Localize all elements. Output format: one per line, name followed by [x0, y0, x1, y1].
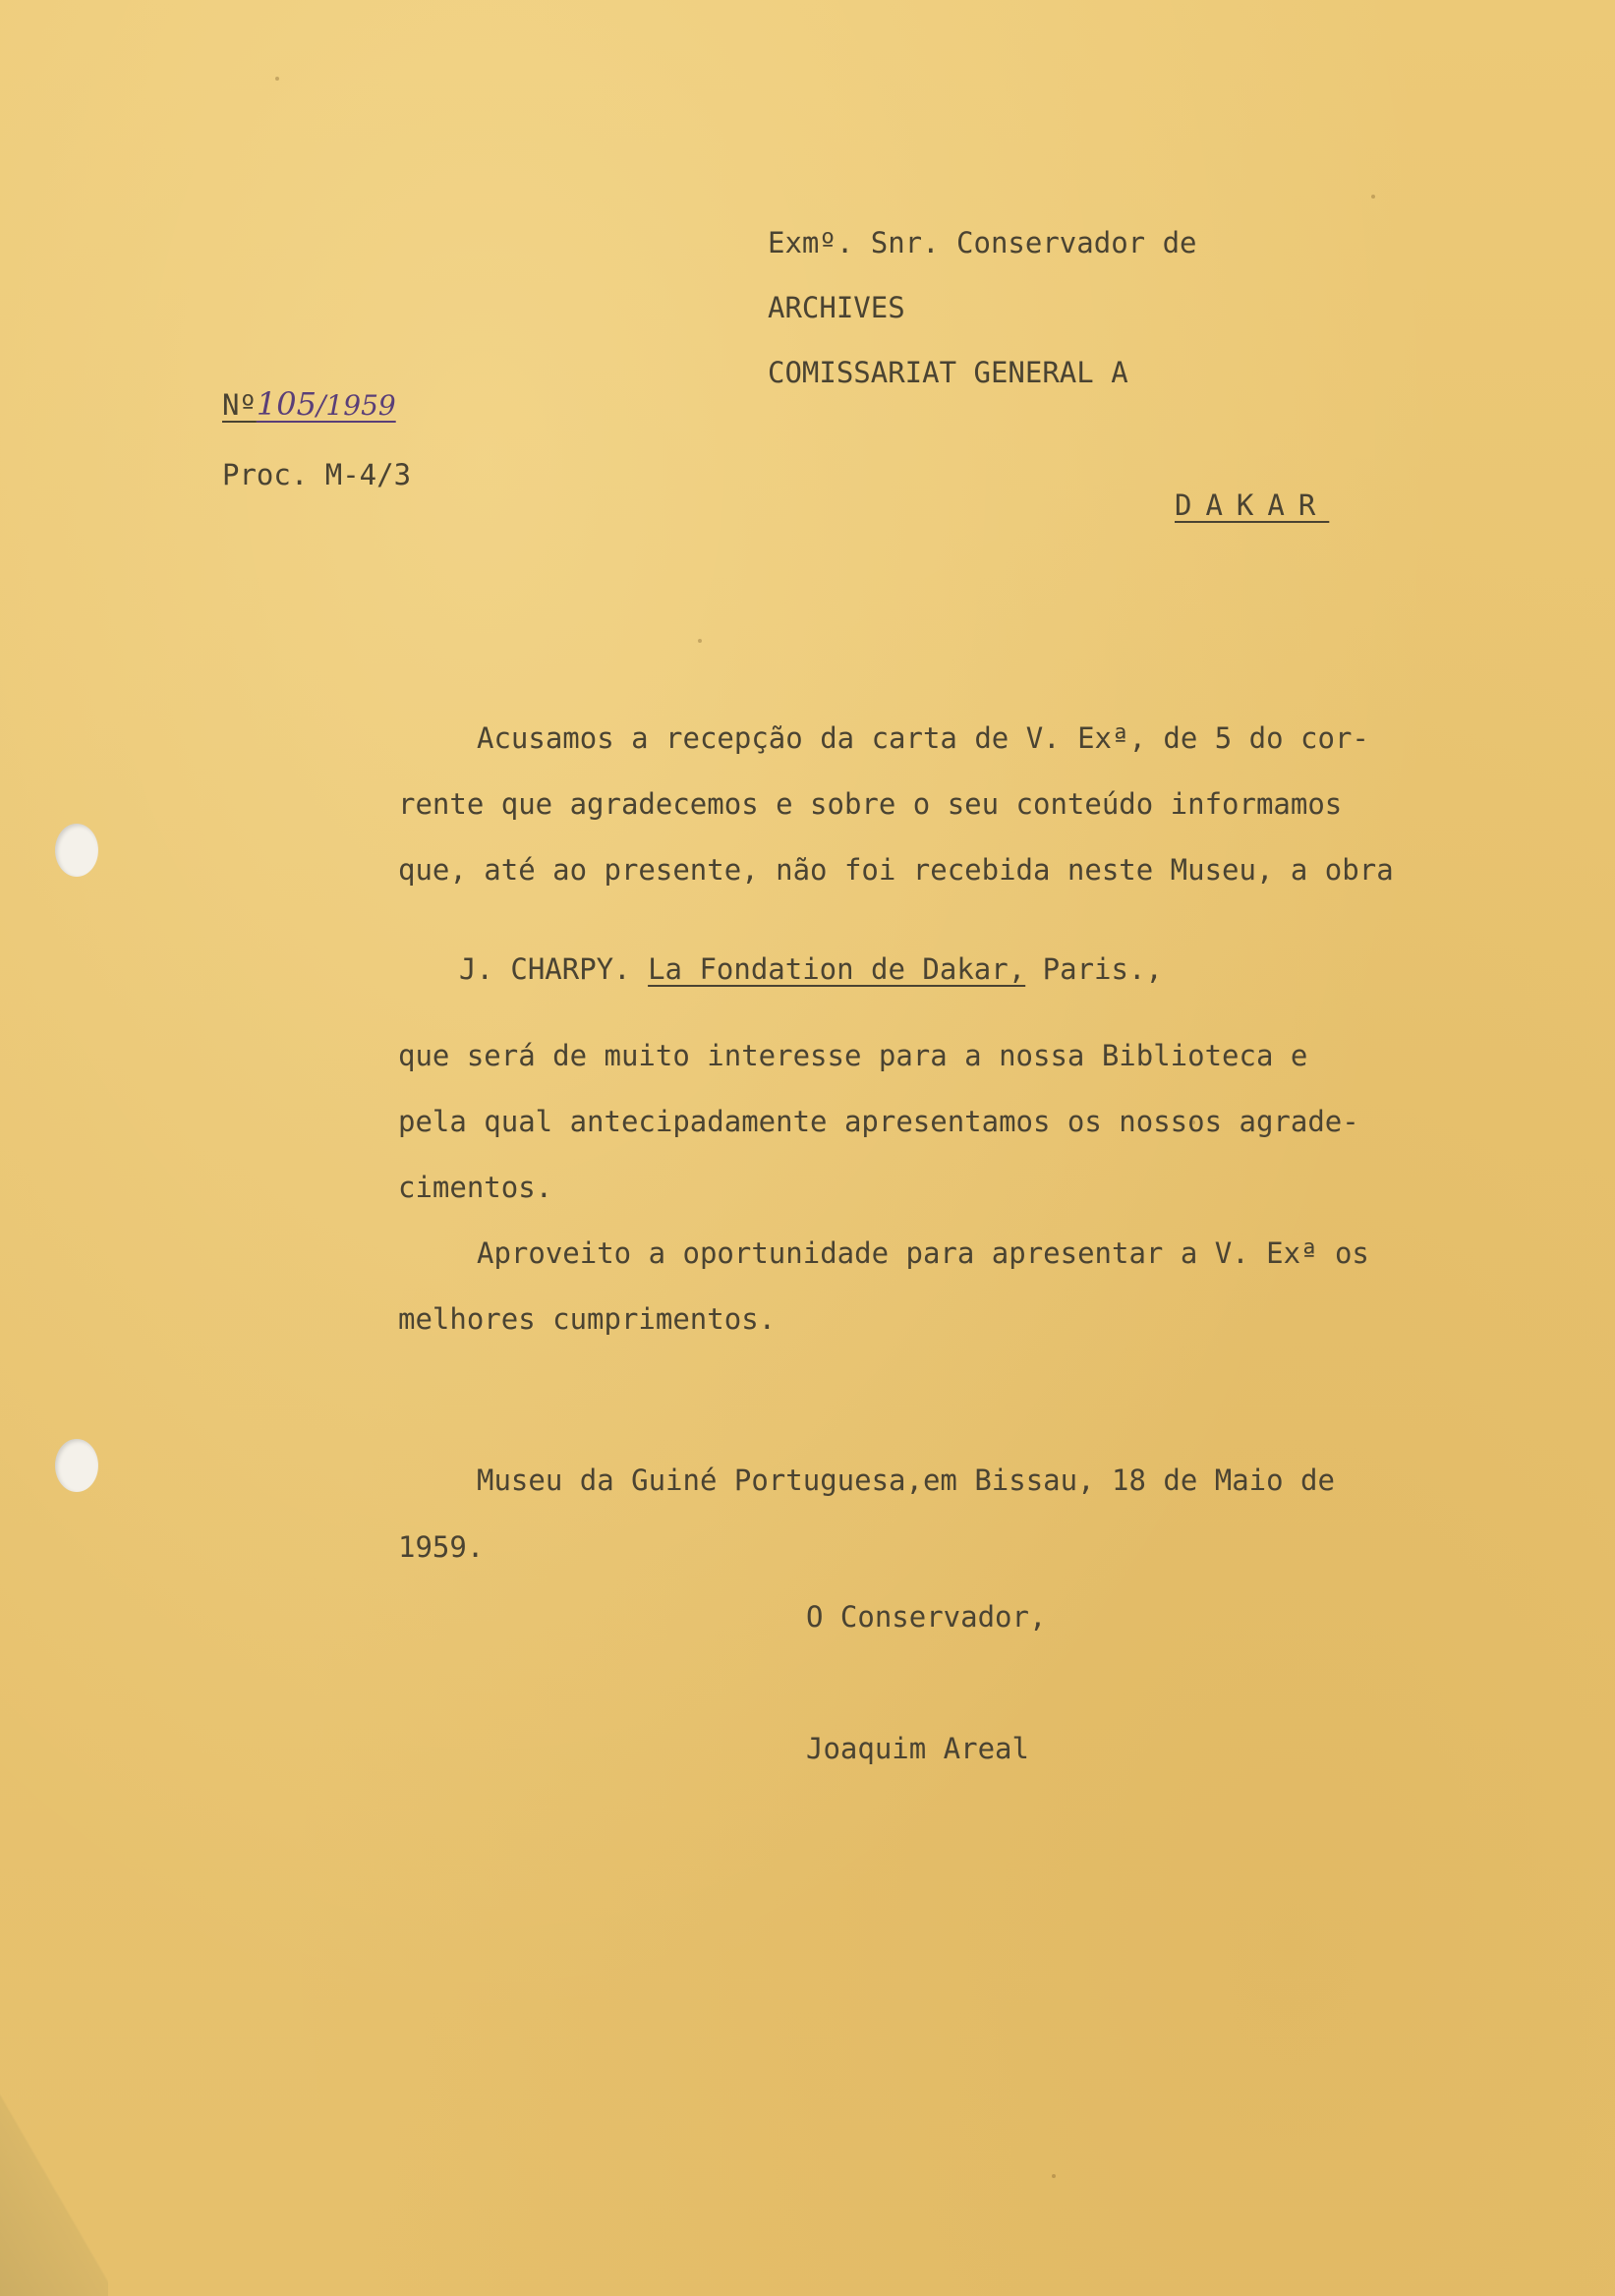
- citation-place: Paris.,: [1042, 952, 1163, 986]
- reference-number-handwritten: 105: [256, 385, 317, 423]
- place-date-line-2: 1959.: [398, 1530, 485, 1564]
- reference-number-prefix: Nº: [222, 388, 257, 422]
- reference-number-suffix: /1959: [317, 389, 396, 422]
- paper-speck: [1191, 1120, 1195, 1124]
- recipient-city: DAKAR: [1175, 488, 1330, 522]
- body-line: cimentos.: [398, 1171, 553, 1204]
- citation: [459, 952, 1163, 986]
- punch-hole: [55, 1439, 98, 1492]
- recipient-line-1: Exmº. Snr. Conservador de: [768, 226, 1197, 259]
- paper-speck: [698, 639, 702, 643]
- reference-number: [222, 387, 396, 423]
- paper-speck: [275, 77, 279, 81]
- body-line: Aproveito a oportunidade para apresentar a V. Exª os: [477, 1236, 1369, 1270]
- signatory-title: O Conservador,: [806, 1600, 1047, 1634]
- place-date-line-1: Museu da Guiné Portuguesa,em Bissau, 18 de Maio de: [477, 1464, 1335, 1497]
- recipient-line-3: COMISSARIAT GENERAL A: [768, 356, 1128, 389]
- citation-author: J. CHARPY.: [459, 952, 631, 986]
- paper-speck: [1052, 2174, 1056, 2178]
- folded-corner: [0, 2040, 108, 2296]
- paper-speck: [1371, 195, 1375, 199]
- body-line: melhores cumprimentos.: [398, 1302, 777, 1336]
- recipient-line-2: ARCHIVES: [768, 291, 905, 324]
- body-line: Acusamos a recepção da carta de V. Exª, de 5 do cor-: [477, 721, 1369, 755]
- process-reference: Proc. M-4/3: [222, 458, 412, 491]
- citation-title: La Fondation de Dakar,: [648, 952, 1026, 986]
- body-line: que, até ao presente, não foi recebida neste Museu, a obra: [398, 853, 1394, 887]
- body-line: que será de muito interesse para a nossa Biblioteca e: [398, 1039, 1308, 1072]
- signatory-name: Joaquim Areal: [806, 1732, 1029, 1765]
- punch-hole: [55, 824, 98, 877]
- body-line: rente que agradecemos e sobre o seu conteúdo informamos: [398, 787, 1343, 821]
- body-line: pela qual antecipadamente apresentamos os nossos agrade-: [398, 1105, 1359, 1138]
